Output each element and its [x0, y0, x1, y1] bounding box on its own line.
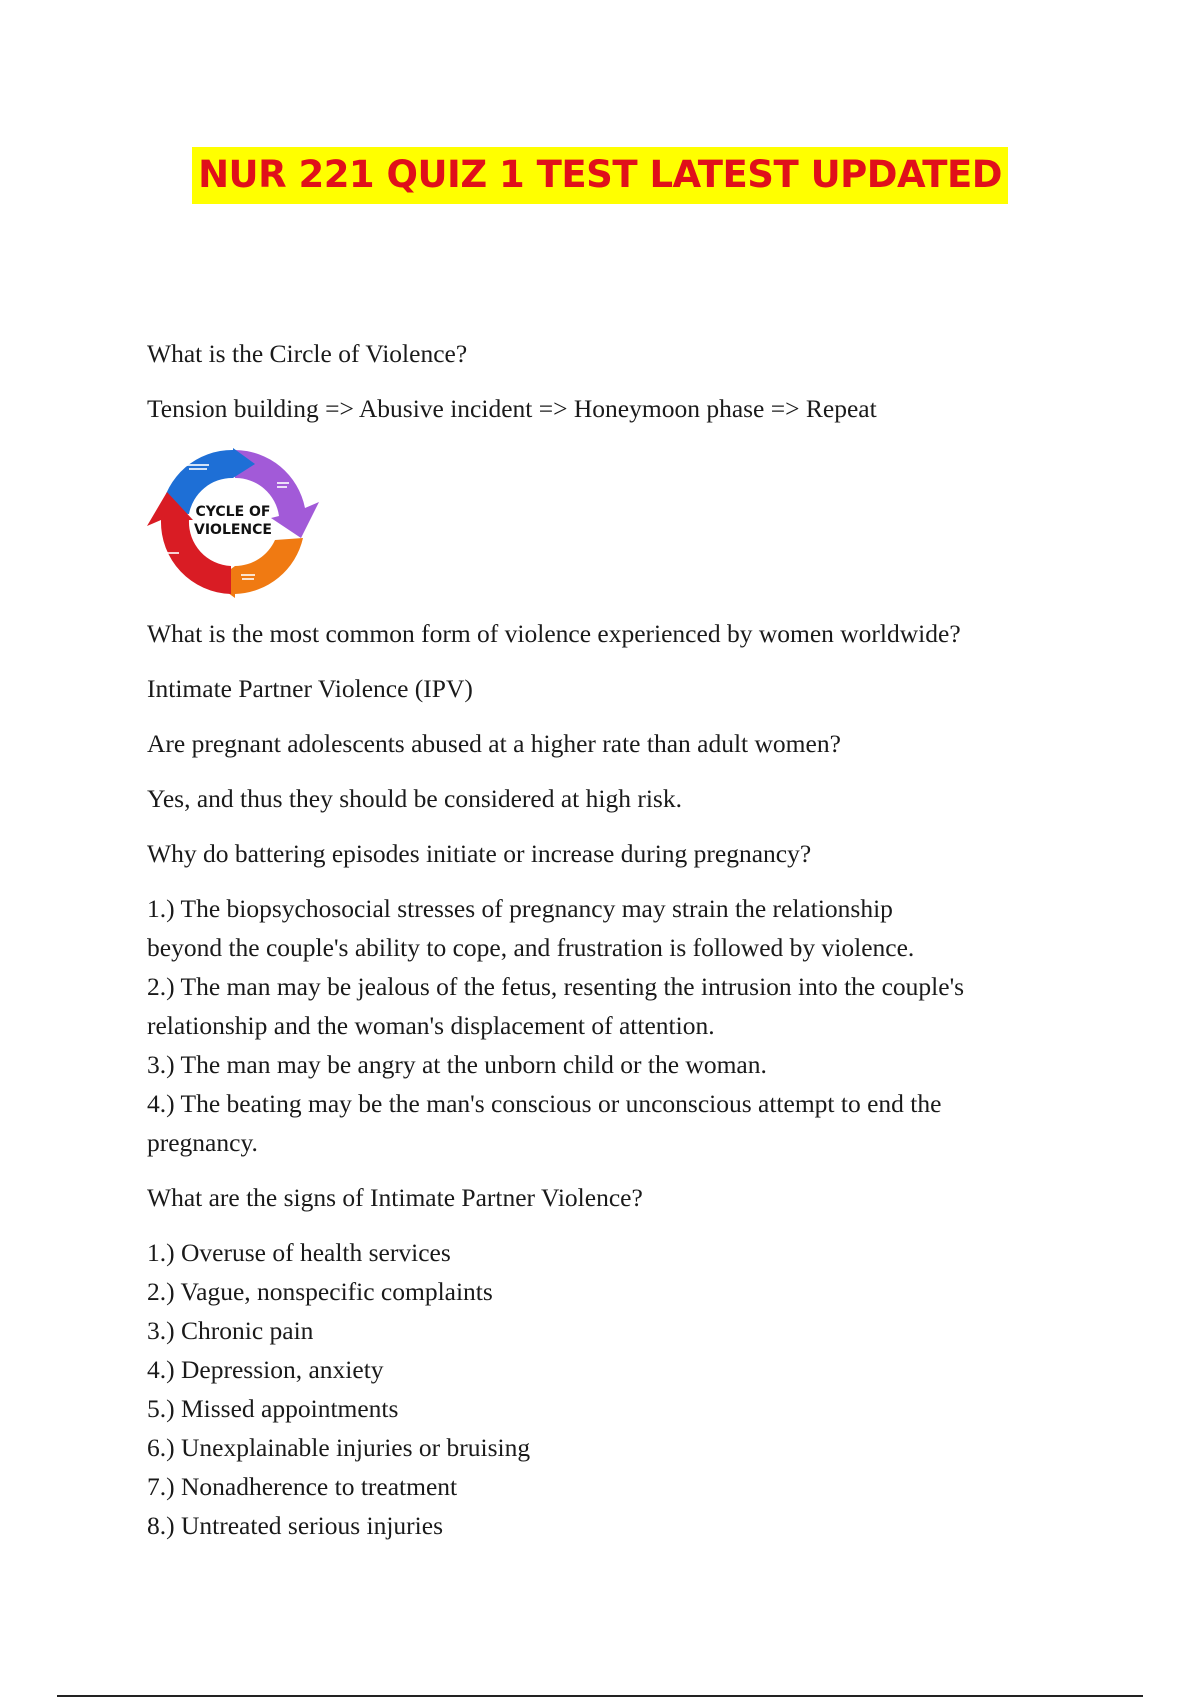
- list-item: 6.) Unexplainable injuries or bruising: [147, 1433, 531, 1462]
- title-wrap: [0, 147, 1200, 204]
- cycle-center-text-1: CYCLE OF: [195, 504, 271, 520]
- answer-4-list: [147, 889, 1077, 1162]
- answer-4-line: pregnancy.: [147, 1128, 258, 1157]
- question-4: Why do battering episodes initiate or increase during pregnancy?: [147, 839, 812, 868]
- cycle-of-violence-image: [143, 442, 323, 602]
- question-1: What is the Circle of Violence?: [147, 339, 468, 368]
- list-item: 4.) Depression, anxiety: [147, 1355, 384, 1384]
- answer-3: Yes, and thus they should be considered at high risk.: [147, 784, 682, 813]
- cycle-center-text-2: VIOLENCE: [194, 522, 272, 538]
- answer-1: Tension building => Abusive incident => Honeymoon phase => Repeat: [147, 394, 877, 423]
- answer-4-line: 1.) The biopsychosocial stresses of pregnancy may strain the relationship: [147, 894, 893, 923]
- question-3: Are pregnant adolescents abused at a higher rate than adult women?: [147, 729, 841, 758]
- list-item: 2.) Vague, nonspecific complaints: [147, 1277, 493, 1306]
- list-item: 1.) Overuse of health services: [147, 1238, 451, 1267]
- list-item: 5.) Missed appointments: [147, 1394, 399, 1423]
- answer-4-line: 3.) The man may be angry at the unborn child or the woman.: [147, 1050, 767, 1079]
- document-content: [147, 334, 1077, 1561]
- ring-segment-orange: [235, 538, 303, 594]
- answer-4-line: beyond the couple's ability to cope, and frustration is followed by violence.: [147, 933, 915, 962]
- list-item: 3.) Chronic pain: [147, 1316, 314, 1345]
- answer-4-line: relationship and the woman's displacement of attention.: [147, 1011, 715, 1040]
- question-5: What are the signs of Intimate Partner Violence?: [147, 1183, 643, 1212]
- answer-4-line: 2.) The man may be jealous of the fetus, resenting the intrusion into the couple's: [147, 972, 965, 1001]
- page-title: NUR 221 QUIZ 1 TEST LATEST UPDATED: [192, 147, 1008, 204]
- question-2: What is the most common form of violence experienced by women worldwide?: [147, 619, 961, 648]
- list-item: 8.) Untreated serious injuries: [147, 1511, 444, 1540]
- answer-4-line: 4.) The beating may be the man's conscious or unconscious attempt to end the: [147, 1089, 942, 1118]
- answer-2: Intimate Partner Violence (IPV): [147, 674, 473, 703]
- bottom-rule: [57, 1695, 1143, 1697]
- list-item: 7.) Nonadherence to treatment: [147, 1472, 458, 1501]
- answer-5-list: [147, 1233, 1077, 1545]
